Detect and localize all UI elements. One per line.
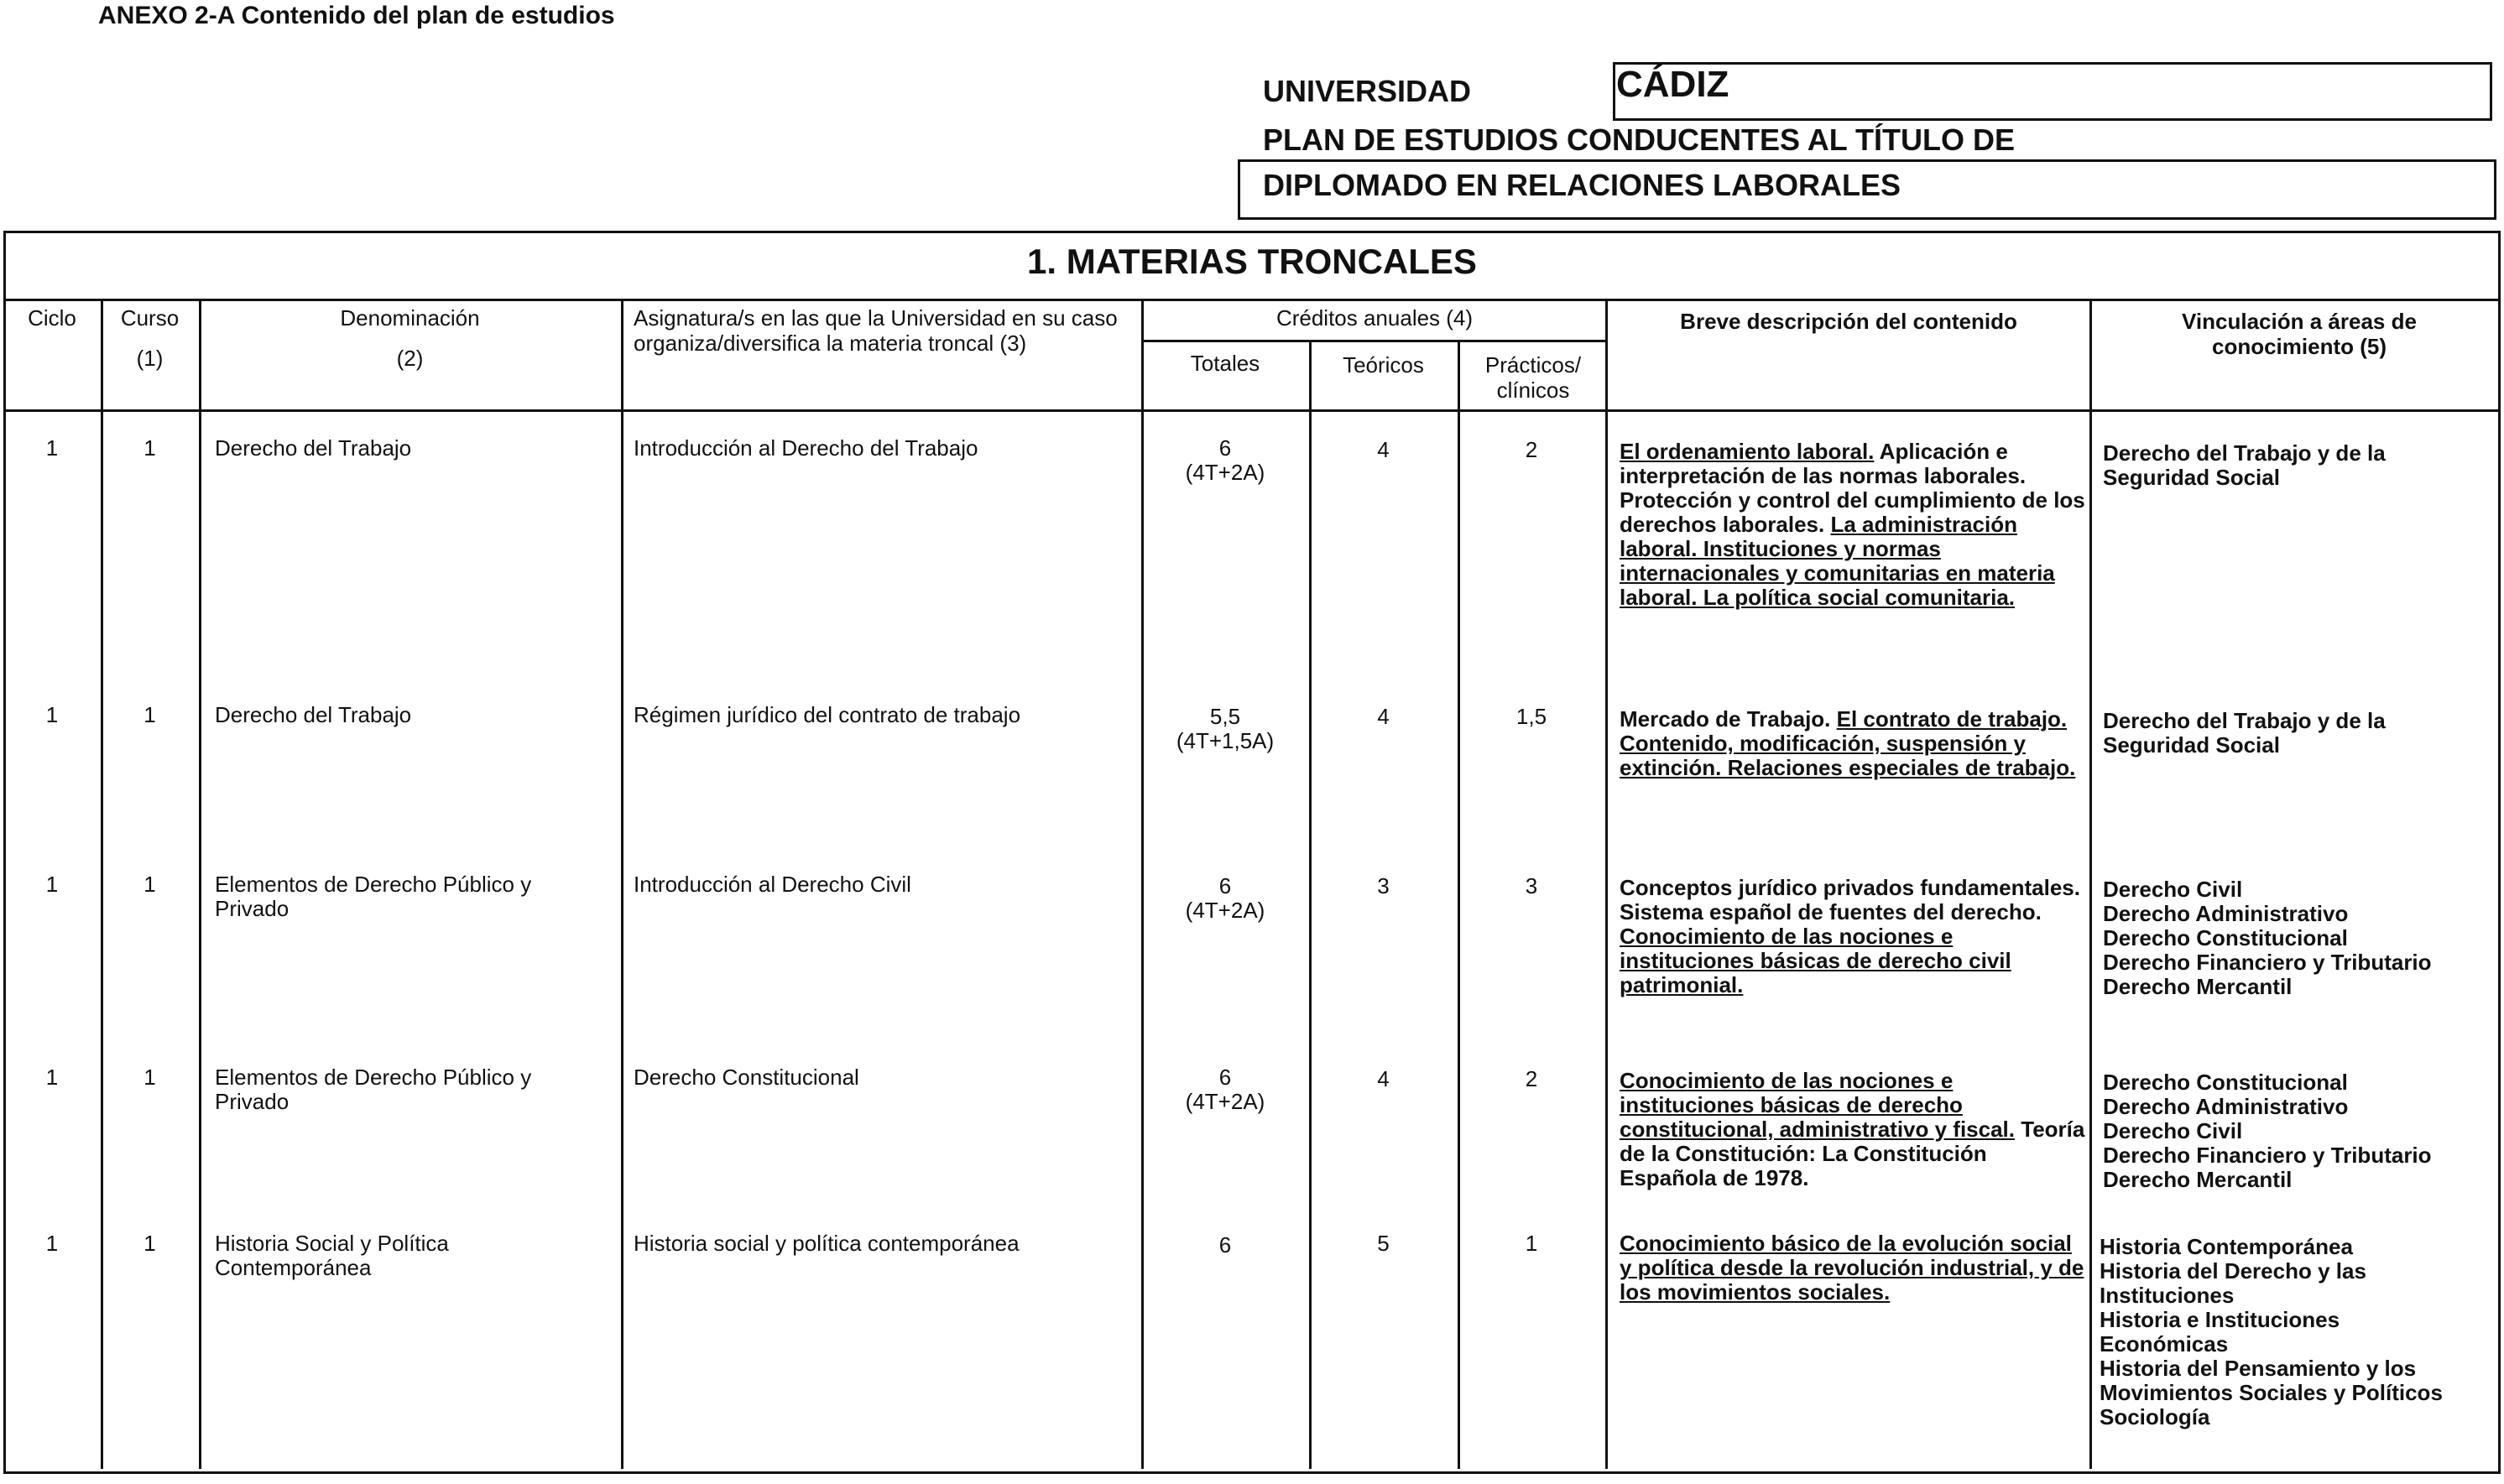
- row1-curso: 1: [143, 435, 156, 461]
- row5-desc-part: Conocimiento básico de la evolución social y política desde la revolución industrial, y de los movimientos sociales.: [1620, 1231, 2084, 1304]
- row3-ciclo: 1: [45, 872, 59, 897]
- row4-areas: Derecho Constitucional Derecho Administrativo Derecho Civil Derecho Financiero y Tributario Derecho Mercantil: [2103, 1070, 2432, 1192]
- row1-totales-detail: (4T+2A): [1185, 460, 1265, 485]
- row1-descripcion: [1620, 440, 2085, 610]
- row5-denominacion: Historia Social y Política Contemporánea: [215, 1231, 449, 1280]
- col-divider: [1605, 299, 1608, 1469]
- row1-teoricos: 4: [1377, 437, 1390, 462]
- row1-desc-part: Aplicación e interpretación de las normas laborales. Protección y control del cumplimiento de los derechos laborales.: [1620, 439, 2085, 537]
- university-label: UNIVERSIDAD: [1263, 74, 1472, 108]
- row1-practicos: 2: [1525, 437, 1538, 462]
- row5-ciclo: 1: [45, 1231, 59, 1256]
- row3-teoricos: 3: [1377, 873, 1390, 898]
- row3-asignatura: Introducción al Derecho Civil: [634, 872, 911, 897]
- row1-desc-part: El ordenamiento laboral.: [1620, 439, 1875, 464]
- row3-desc-part: Conocimiento de las nociones e instituciones básicas de derecho civil patrimonial.: [1620, 924, 2011, 997]
- row2-ciclo: 1: [45, 702, 59, 727]
- row1-denominacion: Derecho del Trabajo: [215, 435, 412, 461]
- row2-practicos: 1,5: [1515, 704, 1547, 729]
- col-header-curso-note: (1): [136, 346, 164, 371]
- row5-totales: 6: [1218, 1232, 1232, 1257]
- row4-curso: 1: [143, 1065, 156, 1090]
- row3-curso: 1: [143, 872, 156, 897]
- row5-descripcion: [1620, 1231, 2085, 1304]
- row2-desc-part: El contrato de trabajo. Contenido, modificación, suspensión y extinción. Relaciones especiales de trabajo.: [1620, 706, 2076, 780]
- table-rule: [3, 299, 2501, 301]
- row4-practicos: 2: [1525, 1066, 1538, 1091]
- row4-descripcion: [1620, 1069, 2085, 1190]
- row4-teoricos: 4: [1377, 1066, 1390, 1091]
- row4-asignatura: Derecho Constitucional: [634, 1065, 859, 1090]
- col-header-curso: Curso: [120, 305, 180, 331]
- col-header-vinculacion: Vinculación a áreas de conocimiento (5): [2182, 309, 2417, 359]
- col-header-descripcion: Breve descripción del contenido: [1680, 309, 2017, 334]
- col-header-asignaturas: Asignatura/s en las que la Universidad en su caso organiza/diversifica la materia troncal (3): [634, 305, 1118, 356]
- row3-descripcion: [1620, 876, 2085, 997]
- row2-curso: 1: [143, 702, 156, 727]
- header-bottom-rule: [3, 409, 2501, 412]
- col-header-creditos: Créditos anuales (4): [1275, 305, 1474, 331]
- row4-totales: 6: [1218, 1065, 1232, 1090]
- col-divider: [1309, 340, 1312, 1469]
- row5-asignatura: Historia social y política contemporánea: [634, 1231, 1020, 1256]
- row4-totales-detail: (4T+2A): [1185, 1089, 1265, 1114]
- row3-desc-part: Conceptos jurídico privados fundamentales. Sistema español de fuentes del derecho.: [1620, 875, 2080, 924]
- plan-label: PLAN DE ESTUDIOS CONDUCENTES AL TÍTULO DE: [1263, 122, 2016, 157]
- col-header-ciclo: Ciclo: [28, 305, 76, 331]
- row3-totales: 6: [1218, 873, 1232, 898]
- row2-descripcion: [1620, 707, 2085, 780]
- row4-denominacion: Elementos de Derecho Público y Privado: [215, 1065, 532, 1114]
- university-value: CÁDIZ: [1616, 64, 1729, 105]
- row4-ciclo: 1: [45, 1065, 59, 1090]
- row3-practicos: 3: [1525, 873, 1538, 898]
- row5-practicos: 1: [1525, 1231, 1538, 1256]
- university-box: [1613, 62, 2492, 121]
- col-divider: [621, 299, 623, 1469]
- col-header-practicos: Prácticos/ clínicos: [1484, 352, 1582, 403]
- row3-areas: Derecho Civil Derecho Administrativo Derecho Constitucional Derecho Financiero y Tributario Derecho Mercantil: [2103, 877, 2432, 999]
- row1-totales: 6: [1218, 435, 1232, 461]
- col-header-teoricos: Teóricos: [1343, 352, 1424, 378]
- row2-areas: Derecho del Trabajo y de la Seguridad Social: [2103, 708, 2386, 758]
- col-header-totales: Totales: [1190, 351, 1260, 376]
- row1-areas: Derecho del Trabajo y de la Seguridad Social: [2103, 440, 2386, 490]
- annex-title: ANEXO 2-A Contenido del plan de estudios: [98, 2, 615, 29]
- row2-totales-detail: (4T+1,5A): [1176, 728, 1275, 753]
- row1-asignatura: Introducción al Derecho del Trabajo: [634, 435, 978, 461]
- row1-desc-part: La administración laboral. Instituciones y normas internacionales y comunitarias en materia laboral. La política social comunitaria.: [1620, 512, 2055, 610]
- row3-totales-detail: (4T+2A): [1185, 898, 1265, 923]
- row2-totales: 5,5: [1209, 704, 1241, 729]
- row5-curso: 1: [143, 1231, 156, 1256]
- row4-desc-part: Teoría de la Constitución: La Constitución Española de 1978.: [1620, 1117, 2085, 1190]
- section-title: 1. MATERIAS TRONCALES: [1027, 242, 1477, 281]
- col-divider: [2089, 299, 2092, 1469]
- row4-desc-part: Conocimiento de las nociones e instituciones básicas de derecho constitucional, administrativo y fiscal.: [1620, 1068, 2016, 1142]
- row1-ciclo: 1: [45, 435, 59, 461]
- col-divider: [199, 299, 201, 1469]
- col-divider: [1458, 340, 1460, 1469]
- col-header-denominacion: Denominación: [340, 305, 480, 331]
- row2-desc-part: Mercado de Trabajo.: [1620, 706, 1837, 732]
- row2-denominacion: Derecho del Trabajo: [215, 702, 412, 727]
- credits-subrule: [1141, 340, 1608, 342]
- row2-teoricos: 4: [1377, 704, 1390, 729]
- row5-areas: Historia Contemporánea Historia del Derecho y las Instituciones Historia e Instituciones Económicas Historia del Pensamiento y los Movimientos Sociales y Políticos Sociología: [2100, 1234, 2443, 1429]
- row3-denominacion: Elementos de Derecho Público y Privado: [215, 872, 532, 921]
- row5-teoricos: 5: [1377, 1231, 1390, 1256]
- degree-title: DIPLOMADO EN RELACIONES LABORALES: [1263, 168, 1901, 202]
- col-header-denominacion-note: (2): [396, 346, 424, 371]
- row2-asignatura: Régimen jurídico del contrato de trabajo: [634, 702, 1021, 727]
